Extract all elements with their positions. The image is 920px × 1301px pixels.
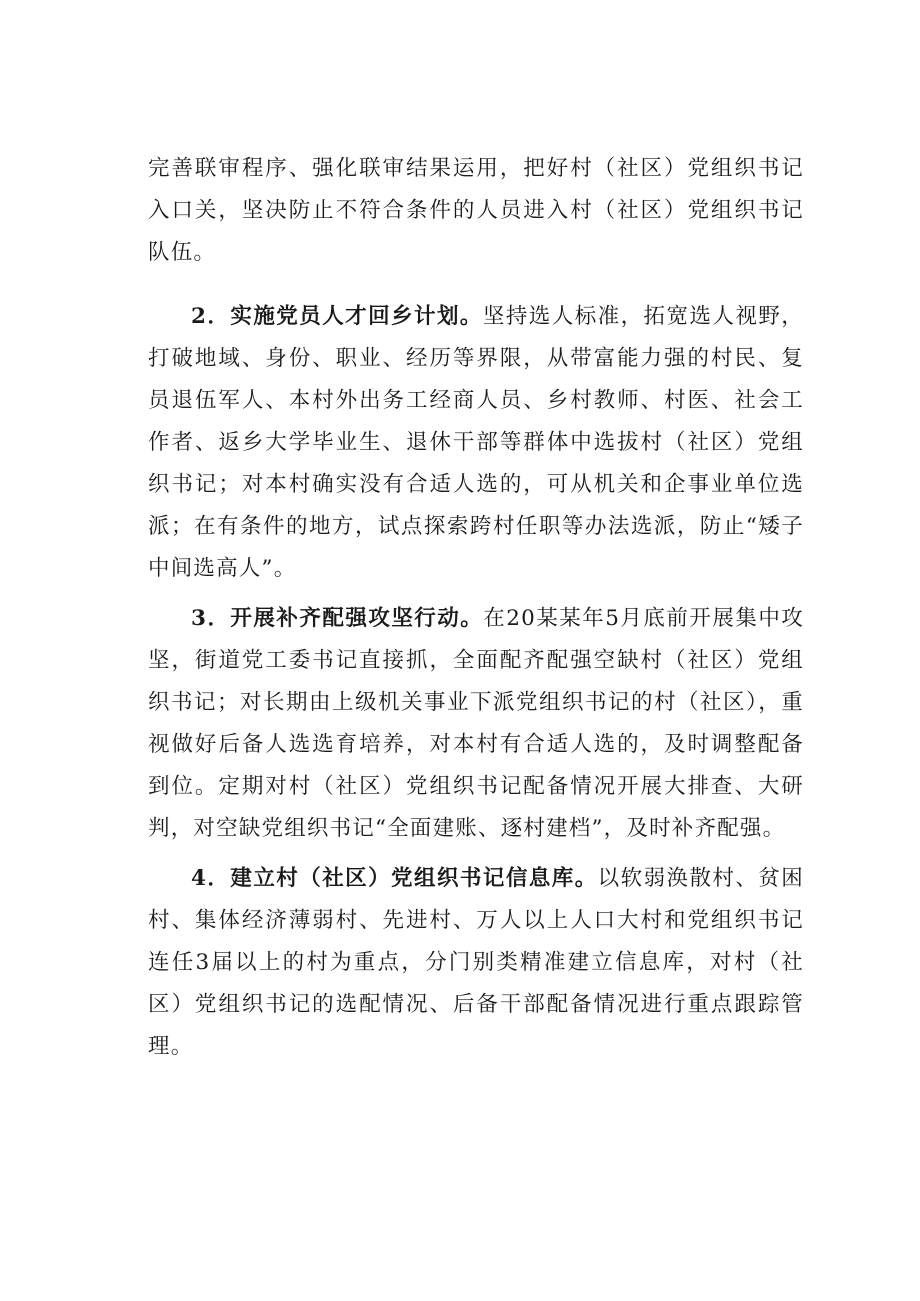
paragraph-item-4 [148, 858, 804, 1068]
paragraph-heading: 3．开展补齐配强攻坚行动。 [191, 606, 484, 631]
paragraph-heading: 4．建立村（社区）党组织书记信息库。 [191, 866, 598, 891]
paragraph-item-2 [148, 296, 804, 590]
paragraph-body: 坚持选人标准，拓宽选人视野，打破地域、身份、职业、经历等界限，从带富能力强的村民、复员退伍军人、本村外出务工经商人员、乡村教师、村医、社会工作者、返乡大学毕业生、退休干部等群体中选拔村（社区）党组织书记；对本村确实没有合适人选的，可从机关和企事业单位选派；在有条件的地方，试点探索跨村任职等办法选派，防止“矮子中间选高人”。 [148, 304, 804, 581]
document-page [148, 148, 804, 1068]
paragraph-body: 以软弱涣散村、贫困村、集体经济薄弱村、先进村、万人以上人口大村和党组织书记连任3届以上的村为重点，分门别类精准建立信息库，对村（社区）党组织书记的选配情况、后备干部配备情况进行重点跟踪管理。 [148, 866, 804, 1059]
paragraph-body: 在20某某年5月底前开展集中攻坚，街道党工委书记直接抓，全面配齐配强空缺村（社区）党组织书记；对长期由上级机关事业下派党组织书记的村（社区），重视做好后备人选选育培养，对本村有合适人选的，及时调整配备到位。定期对村（社区）党组织书记配备情况开展大排查、大研判，对空缺党组织书记“全面建账、逐村建档”，及时补齐配强。 [148, 606, 804, 841]
paragraph-body: 完善联审程序、强化联审结果运用，把好村（社区）党组织书记入口关，坚决防止不符合条件的人员进入村（社区）党组织书记队伍。 [148, 156, 804, 265]
paragraph-heading: 2．实施党员人才回乡计划。 [191, 304, 483, 329]
paragraph-continuation [148, 148, 804, 274]
paragraph-item-3 [148, 598, 804, 850]
